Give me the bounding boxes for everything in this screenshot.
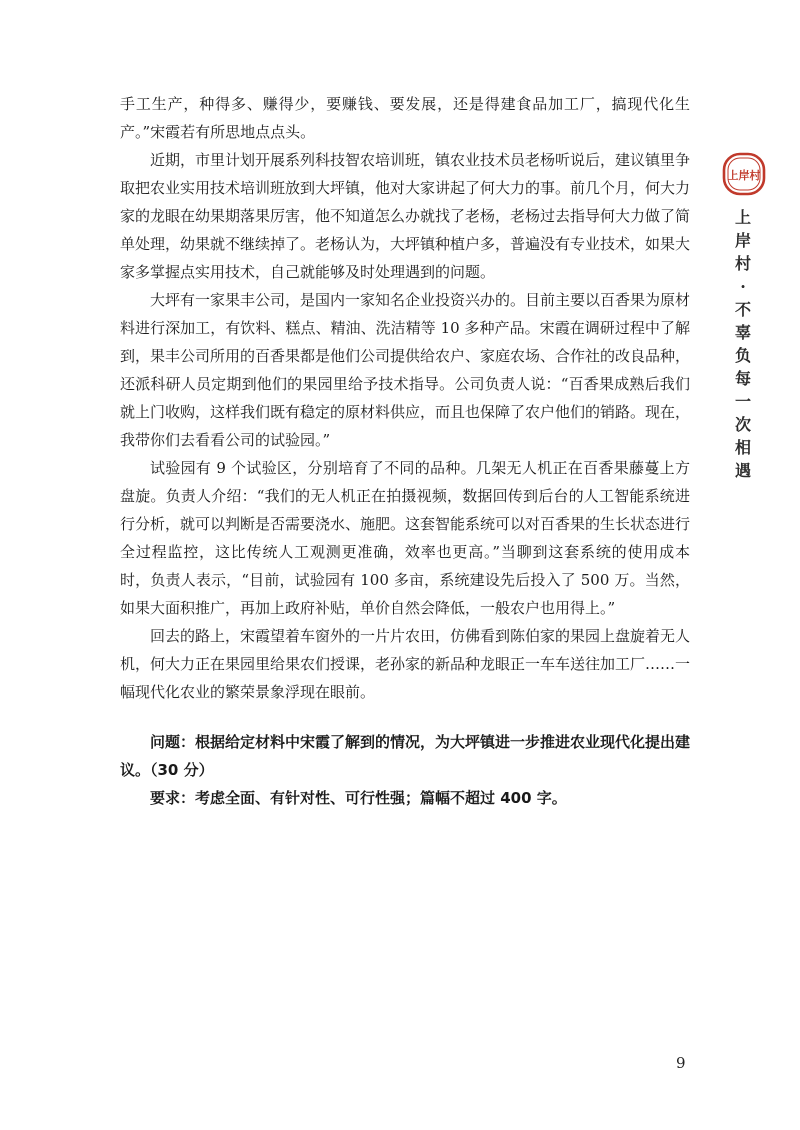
paragraph-trial-garden: 试验园有 9 个试验区，分别培育了不同的品种。几架无人机正在百香果藤蔓上方盘旋。负责人介绍：“我们的无人机正在拍摄视频，数据回传到后台的人工智能系统进行分析，就可以判断是否需要浇水、施肥。这套智能系统可以对百香果的生长状态进行全过程监控，这比传统人工观测更准确，效率也更高。”当聊到这套系统的使用成本时，负责人表示，“目前，试验园有 100 多亩，系统建设先后投入了 500 万。当然，如果大面积推广，再加上政府补贴，单价自然会降低，一般农户也用得上。” [120, 459, 691, 617]
paragraph-company: 大坪有一家果丰公司，是国内一家知名企业投资兴办的。目前主要以百香果为原材料进行深加工，有饮料、糕点、精油、洗洁精等 10 多种产品。宋霞在调研过程中了解到，果丰公司所用的百香果都是他们公司提供给农户、家庭农场、合作社的改良品种，还派科研人员定期到他们的果园里给予技术指导。公司负责人说：“百香果成熟后我们就上门收购，这样我们既有稳定的原材料供应，而且也保障了农户他们的销路。现在，我带你们去看看公司的试验园。” [120, 291, 691, 449]
side-title-char: 遇 [734, 461, 751, 480]
page-number: 9 [676, 1054, 686, 1072]
side-title-char: 每 [734, 369, 751, 388]
side-title-char: 不 [734, 300, 751, 319]
side-title-char: 村 [734, 254, 751, 273]
side-title-char: 相 [734, 438, 751, 457]
side-title-char: 上 [734, 208, 751, 227]
side-title-char: 负 [734, 346, 751, 365]
seal-logo [722, 152, 766, 196]
paragraph-way-back: 回去的路上，宋霞望着车窗外的一片片农田，仿佛看到陈伯家的果园上盘旋着无人机，何大力正在果园里给果农们授课，老孙家的新品种龙眼正一车车送往加工厂……一幅现代化农业的繁荣景象浮现在眼前。 [120, 627, 691, 701]
svg-text:上岸村: 上岸村 [727, 169, 761, 182]
page-body [120, 90, 690, 812]
side-title-char: 一 [734, 392, 751, 411]
side-title-char: 次 [734, 415, 751, 434]
question-text: 问题：根据给定材料中宋霞了解到的情况，为大坪镇进一步推进农业现代化提出建议。（30 分） [120, 733, 691, 779]
side-title-char: 岸 [734, 231, 751, 250]
side-title-char: · [740, 277, 746, 296]
side-running-title [731, 206, 755, 482]
requirement-text: 要求：考虑全面、有针对性、可行性强；篇幅不超过 400 字。 [150, 789, 567, 807]
paragraph-training: 近期，市里计划开展系列科技智农培训班，镇农业技术员老杨听说后，建议镇里争取把农业实用技术培训班放到大坪镇，他对大家讲起了何大力的事。前几个月，何大力家的龙眼在幼果期落果厉害，他不知道怎么办就找了老杨，老杨过去指导何大力做了简单处理，幼果就不继续掉了。老杨认为，大坪镇种植户多，普遍没有专业技术，如果大家多掌握点实用技术，自己就能够及时处理遇到的问题。 [120, 151, 691, 281]
paragraph-continued: 手工生产，种得多、赚得少，要赚钱、要发展，还是得建食品加工厂，搞现代化生产。”宋霞若有所思地点点头。 [120, 95, 690, 141]
side-title-char: 辜 [734, 323, 751, 342]
